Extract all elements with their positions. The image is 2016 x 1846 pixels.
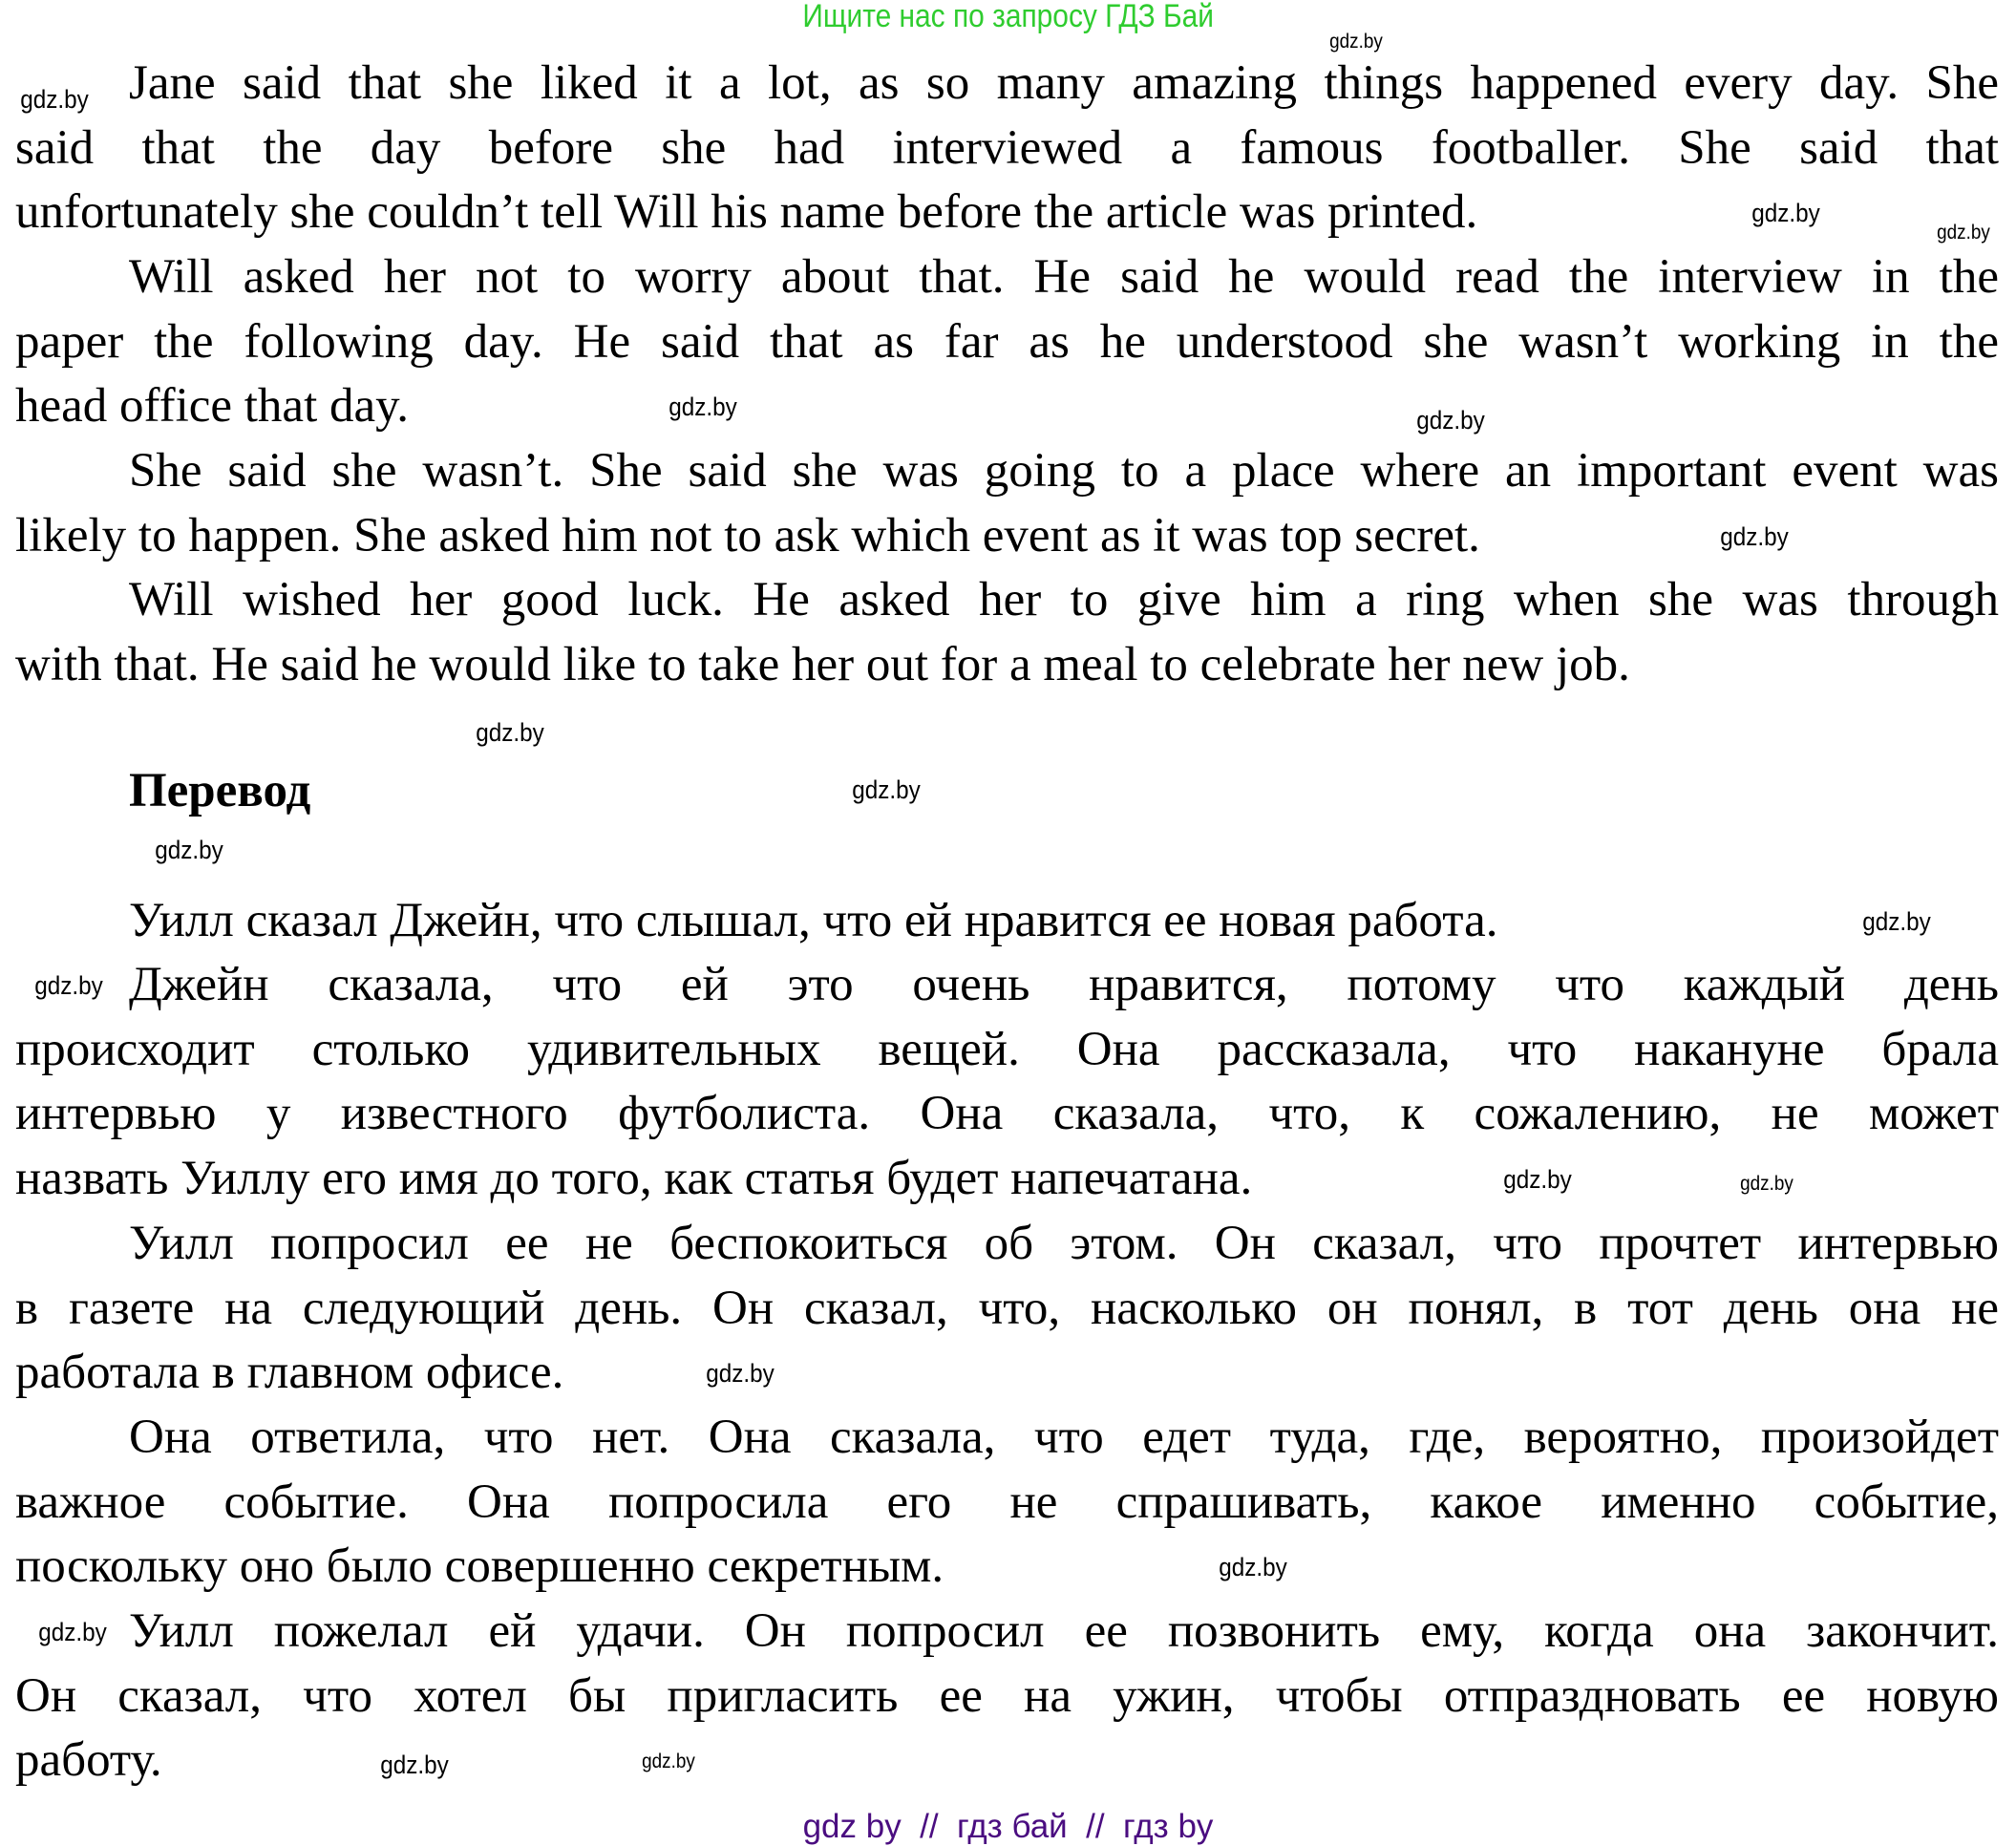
watermark: gdz.by: [1219, 1553, 1287, 1581]
text-line: поскольку оно было совершенно секретным.: [15, 1539, 944, 1594]
russian-paragraph: [15, 889, 1999, 954]
text-line: интервью у известного футболиста. Она сказала, что, к сожалению, не может: [15, 1087, 1999, 1141]
text-line: said that the day before she had interviewed a famous footballer. She said that: [15, 120, 1999, 175]
text-line: работу.: [15, 1733, 162, 1788]
russian-paragraph: [15, 1600, 1999, 1793]
text-line: важное событие. Она попросила его не спрашивать, какое именно событие,: [15, 1475, 1999, 1529]
text-line: paper the following day. He said that as far as he understood she wasn’t working in the: [15, 314, 1999, 369]
text-line: She said she wasn’t. She said she was going to a place where an important event was: [129, 444, 1999, 498]
watermark: gdz.by: [1751, 199, 1820, 227]
text-line: работала в главном офисе.: [15, 1346, 564, 1400]
watermark: gdz.by: [1937, 222, 1990, 244]
watermark: gdz.by: [155, 836, 223, 864]
search-banner: Ищите нас по запросу ГДЗ Бай: [802, 0, 1214, 34]
text-line: head office that day.: [15, 379, 410, 434]
russian-paragraph: [15, 953, 1999, 1212]
watermark: gdz.by: [1740, 1173, 1793, 1195]
header-bar: [0, 0, 2016, 32]
text-line: Will wished her good luck. He asked her to give him a ring when she was through: [129, 573, 1999, 626]
text-line: Он сказал, что хотел бы пригласить ее на ужин, чтобы отпраздновать ее новую: [15, 1668, 1999, 1723]
russian-paragraph: [15, 1406, 1999, 1600]
text-line: Jane said that she liked it a lot, as so many amazing things happened every day. She: [129, 56, 1999, 110]
watermark: gdz.by: [706, 1359, 775, 1388]
watermark: gdz.by: [668, 393, 737, 421]
watermark: gdz.by: [20, 85, 89, 114]
watermark: gdz.by: [642, 1751, 695, 1772]
watermark: gdz.by: [1503, 1165, 1572, 1194]
watermark: gdz.by: [1720, 522, 1789, 551]
text-line: происходит столько удивительных вещей. Она рассказала, что накануне брала: [15, 1022, 1999, 1076]
watermark: gdz.by: [34, 971, 103, 1000]
watermark: gdz.by: [1416, 406, 1485, 435]
watermark: gdz.by: [852, 775, 921, 804]
watermark: gdz.by: [1329, 31, 1383, 53]
footer-links: gdz by // гдз бай // гдз by: [802, 1808, 1214, 1845]
text-line: Will asked her not to worry about that. He said he would read the interview in the: [129, 250, 1999, 304]
english-paragraph: [15, 439, 1999, 568]
translation-heading: Перевод: [129, 764, 311, 817]
watermark: gdz.by: [380, 1751, 449, 1779]
watermark: gdz.by: [38, 1618, 107, 1646]
english-paragraph: [15, 568, 1999, 697]
text-line: Джейн сказала, что ей это очень нравится, потому что каждый день: [129, 958, 1999, 1011]
text-line: Уилл попросил ее не беспокоиться об этом. Он сказал, что прочтет интервью: [129, 1217, 1999, 1270]
text-line: Уилл пожелал ей удачи. Он попросил ее позвонить ему, когда она закончит.: [129, 1604, 1999, 1658]
english-paragraph: [15, 52, 1999, 245]
russian-paragraph: [15, 1212, 1999, 1406]
text-line: в газете на следующий день. Он сказал, что, насколько он понял, в тот день она не: [15, 1281, 1999, 1335]
text-line: назвать Уиллу его имя до того, как статья будет напечатана.: [15, 1152, 1253, 1206]
watermark: gdz.by: [476, 718, 544, 747]
text-line: Она ответила, что нет. Она сказала, что едет туда, где, вероятно, произойдет: [129, 1411, 1999, 1464]
text-line: unfortunately she couldn’t tell Will his name before the article was printed.: [15, 185, 1478, 240]
text-line: with that. He said he would like to take her out for a meal to celebrate her new job.: [15, 637, 1630, 691]
text-line: likely to happen. She asked him not to ask which event as it was top secret.: [15, 508, 1480, 562]
text-line: Уилл сказал Джейн, что слышал, что ей нравится ее новая работа.: [129, 894, 1498, 947]
watermark: gdz.by: [1862, 907, 1931, 936]
english-paragraph: [15, 245, 1999, 439]
footer-bar: [0, 1808, 2016, 1846]
